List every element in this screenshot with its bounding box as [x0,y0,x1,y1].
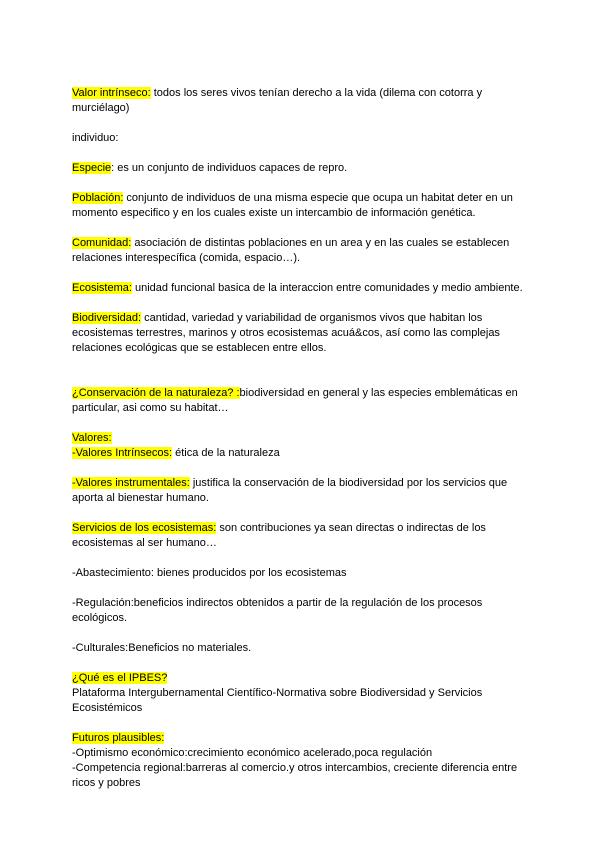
term-highlight: ¿Qué es el IPBES? [72,672,168,684]
paragraph-especie [72,161,532,176]
paragraph-text: Plataforma Intergubernamental Científico-Normativa sobre Biodiversidad y Servicios Ecosistémicos [72,687,483,714]
spacer [72,266,532,281]
paragraph-text: conjunto de individuos de una misma especie que ocupa un habitat deter en un momento especifico y en los cuales existe un intercambio de información genética. [72,192,513,219]
paragraph-ecosistema [72,281,532,296]
spacer [72,551,532,566]
paragraph-comunidad [72,236,532,266]
paragraph-optimismo [72,746,532,761]
paragraph-text: todos los seres vivos tenían derecho a la vida (dilema con cotorra y murciélago) [72,87,483,114]
spacer [72,221,532,236]
paragraph-biodiversidad [72,311,532,356]
paragraph-text: -Competencia regional:barreras al comercio.y otros intercambios, creciente diferencia entre ricos y pobres [72,762,518,789]
term-highlight: ¿Conservación de la naturaleza? : [72,387,240,399]
spacer [72,296,532,311]
paragraph-text: -Culturales:Beneficios no materiales. [72,642,252,654]
paragraph-text: unidad funcional basica de la interaccion entre comunidades y medio ambiente. [131,282,523,294]
term-highlight: Futuros plausibles: [72,732,165,744]
term-highlight: Ecosistema: [72,282,132,294]
spacer [72,506,532,521]
term-highlight: Valor intrínseco: [72,87,151,99]
paragraph-servicios [72,521,532,551]
term-highlight: Valores: [72,432,112,444]
paragraph-text: -Abastecimiento: bienes producidos por los ecosistemas [72,567,347,579]
term-highlight: Población: [72,192,124,204]
paragraph-poblacion [72,191,532,221]
paragraph-text: asociación de distintas poblaciones en un area y en las cuales se establecen relaciones interespecífica (comida, espacio…). [72,237,510,264]
term-highlight: Servicios de los ecosistemas: [72,522,217,534]
paragraph-text: individuo: [72,132,119,144]
paragraph-ipbes-heading [72,671,532,686]
document-body [72,86,532,791]
spacer [72,716,532,731]
spacer [72,356,532,386]
paragraph-text: justifica la conservación de la biodiversidad por los servicios que aporta al bienestar humano. [72,477,508,504]
paragraph-text: son contribuciones ya sean directas o indirectas de los ecosistemas al ser humano… [72,522,486,549]
paragraph-conservacion [72,386,532,416]
paragraph-text: biodiversidad en general y las especies emblemáticas en particular, asi como su habitat… [72,387,518,414]
spacer [72,416,532,431]
paragraph-text: : es un conjunto de individuos capaces de repro. [111,162,348,174]
spacer [72,626,532,641]
paragraph-regulacion [72,596,532,626]
spacer [72,176,532,191]
paragraph-text: ética de la naturaleza [172,447,280,459]
term-highlight: Especie [72,162,112,174]
paragraph-text: cantidad, variedad y variabilidad de organismos vivos que habitan los ecosistemas terrestres, marinos y otros ecosistemas acuá&cos, así como las complejas relaciones ecológicas que se establecen entre ellos. [72,312,500,354]
paragraph-valores-intrinsecos [72,446,532,461]
term-highlight: Comunidad: [72,237,132,249]
term-highlight: -Valores instrumentales: [72,477,190,489]
paragraph-futuros-heading [72,731,532,746]
paragraph-culturales [72,641,532,656]
paragraph-valor-intrinseco [72,86,532,116]
term-highlight: Biodiversidad: [72,312,142,324]
term-highlight: -Valores Intrínsecos: [72,447,173,459]
paragraph-individuo [72,131,532,146]
paragraph-competencia [72,761,532,791]
spacer [72,581,532,596]
spacer [72,461,532,476]
paragraph-valores-heading [72,431,532,446]
paragraph-ipbes [72,686,532,716]
paragraph-valores-instrumentales [72,476,532,506]
spacer [72,146,532,161]
paragraph-text: -Optimismo económico:crecimiento económico acelerado,poca regulación [72,747,433,759]
paragraph-abastecimiento [72,566,532,581]
spacer [72,116,532,131]
spacer [72,656,532,671]
paragraph-text: -Regulación:beneficios indirectos obtenidos a partir de la regulación de los procesos ecológicos. [72,597,483,624]
